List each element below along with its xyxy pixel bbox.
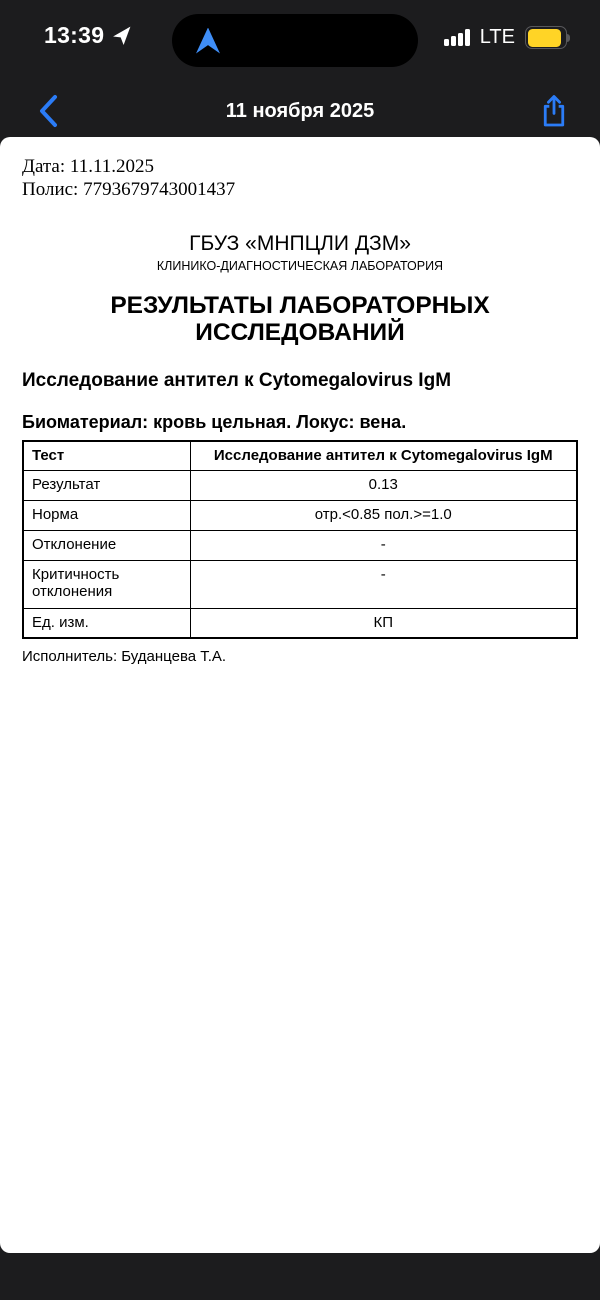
row-label: Норма [23, 500, 190, 530]
network-type-label: LTE [479, 26, 515, 48]
document-page[interactable] [0, 137, 600, 1253]
nav-bar [0, 85, 600, 137]
organization-subtitle: КЛИНИКО-ДИАГНОСТИЧЕСКАЯ ЛАБОРАТОРИЯ [156, 259, 444, 273]
share-button[interactable] [536, 89, 572, 133]
table-row [23, 470, 577, 500]
test-name-heading: Исследование антител к Cytomegalovirus IgM [22, 370, 452, 391]
table-row [23, 530, 577, 560]
row-label: Отклонение [23, 530, 190, 560]
clock: 13:39 [44, 22, 105, 48]
row-label: Ед. изм. [23, 608, 190, 638]
policy-line: Полис: 7793679743001437 [22, 179, 236, 200]
table-row [23, 441, 577, 470]
bottom-bar [0, 1253, 600, 1300]
navigation-arrow-icon [196, 28, 220, 54]
status-right [444, 26, 572, 49]
row-label: Тест [23, 441, 190, 470]
row-value: - [190, 560, 577, 608]
table-row [23, 500, 577, 530]
status-left [44, 22, 132, 49]
page-title: 11 ноября 2025 [225, 99, 375, 122]
row-value: Исследование антител к Cytomegalovirus IgM [190, 441, 577, 470]
chevron-left-icon [38, 94, 58, 128]
executor-line: Исполнитель: Буданцева Т.А. [22, 648, 227, 665]
table-row [23, 560, 577, 608]
row-value: - [190, 530, 577, 560]
row-value: КП [190, 608, 577, 638]
share-icon [540, 93, 568, 129]
status-bar [0, 0, 600, 85]
row-value: отр.<0.85 пол.>=1.0 [190, 500, 577, 530]
organization-name: ГБУЗ «МНПЦЛИ ДЗМ» [189, 232, 411, 255]
cellular-signal-icon [444, 29, 470, 46]
document-title: РЕЗУЛЬТАТЫ ЛАБОРАТОРНЫХ ИССЛЕДОВАНИЙ [110, 292, 490, 346]
battery-icon [525, 26, 572, 49]
back-button[interactable] [30, 91, 66, 131]
date-line: Дата: 11.11.2025 [22, 156, 154, 177]
table-row [23, 608, 577, 638]
biomaterial-line: Биоматериал: кровь цельная. Локус: вена. [22, 412, 407, 432]
dynamic-island[interactable] [172, 14, 418, 67]
row-value: 0.13 [190, 470, 577, 500]
results-table [22, 440, 578, 639]
row-label: Критичность отклонения [23, 560, 190, 608]
row-label: Результат [23, 470, 190, 500]
location-arrow-icon [111, 25, 132, 46]
